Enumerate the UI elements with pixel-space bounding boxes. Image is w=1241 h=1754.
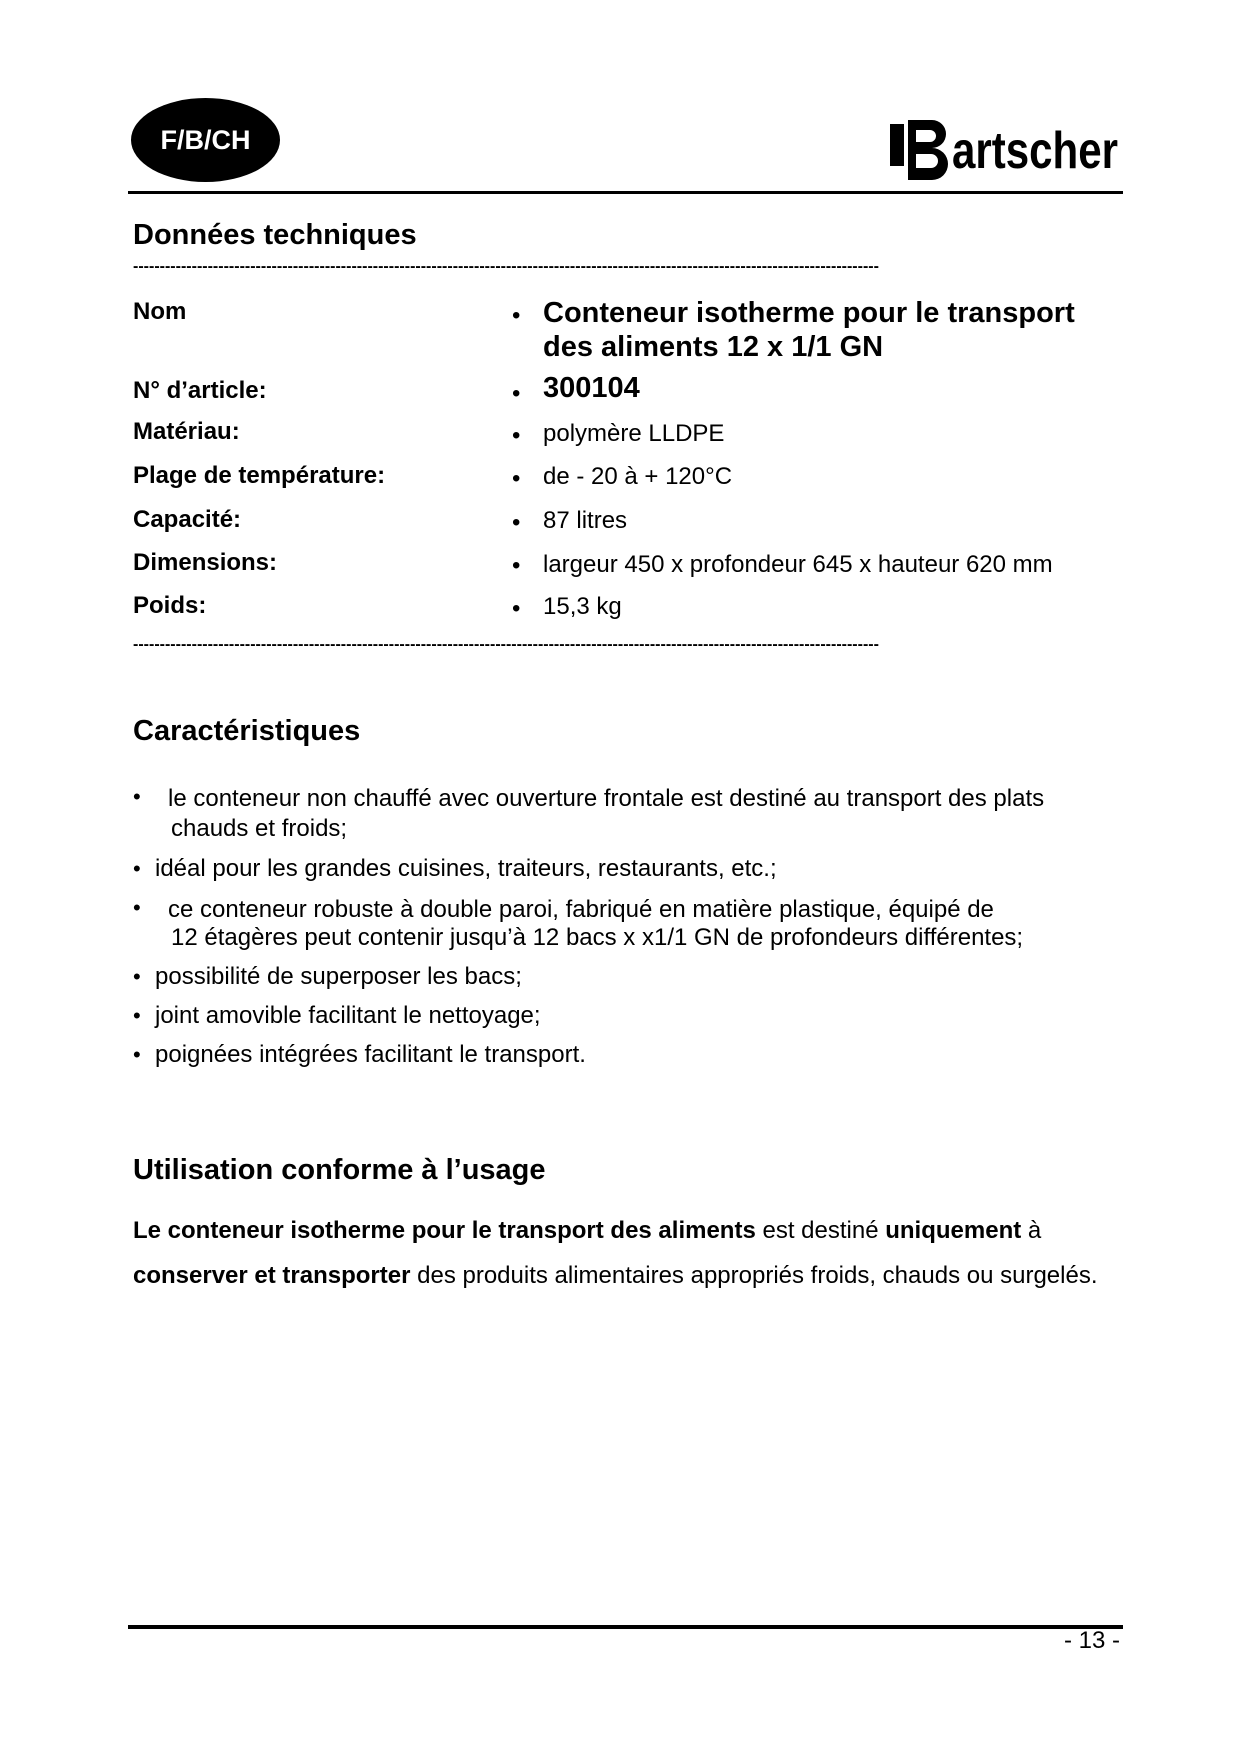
- feature-item-3-line2: 12 étagères peut contenir jusqu’à 12 bacs x x1/1 GN de profondeurs différentes;: [171, 924, 1024, 951]
- feature-item-6: poignées intégrées facilitant le transport.: [155, 1041, 586, 1068]
- feature-item-2: idéal pour les grandes cuisines, traiteurs, restaurants, etc.;: [155, 855, 777, 882]
- usage-bold-3: uniquement: [885, 1217, 1022, 1244]
- feature-item-5: joint amovible facilitant le nettoyage;: [155, 1002, 541, 1029]
- value-poids: 15,3 kg: [543, 593, 622, 620]
- label-dimensions: Dimensions:: [133, 549, 278, 576]
- value-nom-line2: des aliments 12 x 1/1 GN: [543, 331, 884, 363]
- value-nom-line1: Conteneur isotherme pour le transport: [543, 297, 1075, 329]
- bullet: •: [512, 552, 521, 579]
- label-materiau: Matériau:: [133, 418, 240, 445]
- bullet: •: [512, 595, 521, 622]
- usage-paragraph: [133, 1208, 1133, 1298]
- usage-bold-5: conserver et transporter: [133, 1262, 411, 1289]
- value-temperature: de - 20 à + 120°C: [543, 463, 733, 490]
- bullet: •: [133, 784, 141, 809]
- header-rule: [128, 191, 1123, 194]
- features-heading: Caractéristiques: [133, 715, 361, 747]
- feature-item-3-line1: ce conteneur robuste à double paroi, fabriqué en matière plastique, équipé de: [168, 896, 994, 923]
- bullet: •: [512, 302, 521, 329]
- svg-text:artscher: artscher: [952, 122, 1118, 180]
- label-capacite: Capacité:: [133, 506, 242, 533]
- footer-rule: [128, 1625, 1123, 1629]
- bartscher-logo: [888, 108, 1120, 184]
- bullet: •: [512, 509, 521, 536]
- bullet: •: [133, 1042, 141, 1067]
- usage-text-2: est destiné: [755, 1217, 886, 1244]
- bullet: •: [133, 895, 141, 920]
- tech-separator-top: --------------------------------------------------------------------------------------------------------------------------------------------: [133, 258, 879, 275]
- usage-heading: Utilisation conforme à l’usage: [133, 1154, 546, 1186]
- bullet: •: [133, 1003, 141, 1028]
- label-nom: Nom: [133, 298, 187, 325]
- value-article: 300104: [543, 372, 640, 404]
- feature-item-4: possibilité de superposer les bacs;: [155, 963, 522, 990]
- usage-bold-1: Le conteneur isotherme pour le transport des aliments: [133, 1217, 756, 1244]
- page-number: - 13 -: [1063, 1627, 1120, 1654]
- bullet: •: [133, 856, 141, 881]
- tech-data-heading: Données techniques: [133, 219, 417, 251]
- bullet: •: [512, 465, 521, 492]
- feature-item-1-line1: le conteneur non chauffé avec ouverture frontale est destiné au transport des plats: [168, 785, 1045, 812]
- usage-text-6: des produits alimentaires appropriés froids, chauds ou surgelés.: [410, 1262, 1098, 1289]
- usage-text-4: à: [1021, 1217, 1042, 1244]
- label-article: N° d’article:: [133, 377, 267, 404]
- label-poids: Poids:: [133, 592, 207, 619]
- bullet: •: [512, 422, 521, 449]
- value-capacite: 87 litres: [543, 507, 628, 534]
- value-materiau: polymère LLDPE: [543, 420, 725, 447]
- language-badge: F/B/CH: [131, 98, 280, 182]
- feature-item-1-line2: chauds et froids;: [171, 815, 348, 842]
- bullet: •: [512, 380, 521, 407]
- tech-separator-bottom: --------------------------------------------------------------------------------------------------------------------------------------------: [133, 636, 879, 653]
- label-temperature: Plage de température:: [133, 462, 386, 489]
- value-dimensions: largeur 450 x profondeur 645 x hauteur 620 mm: [543, 551, 1053, 578]
- bullet: •: [133, 964, 141, 989]
